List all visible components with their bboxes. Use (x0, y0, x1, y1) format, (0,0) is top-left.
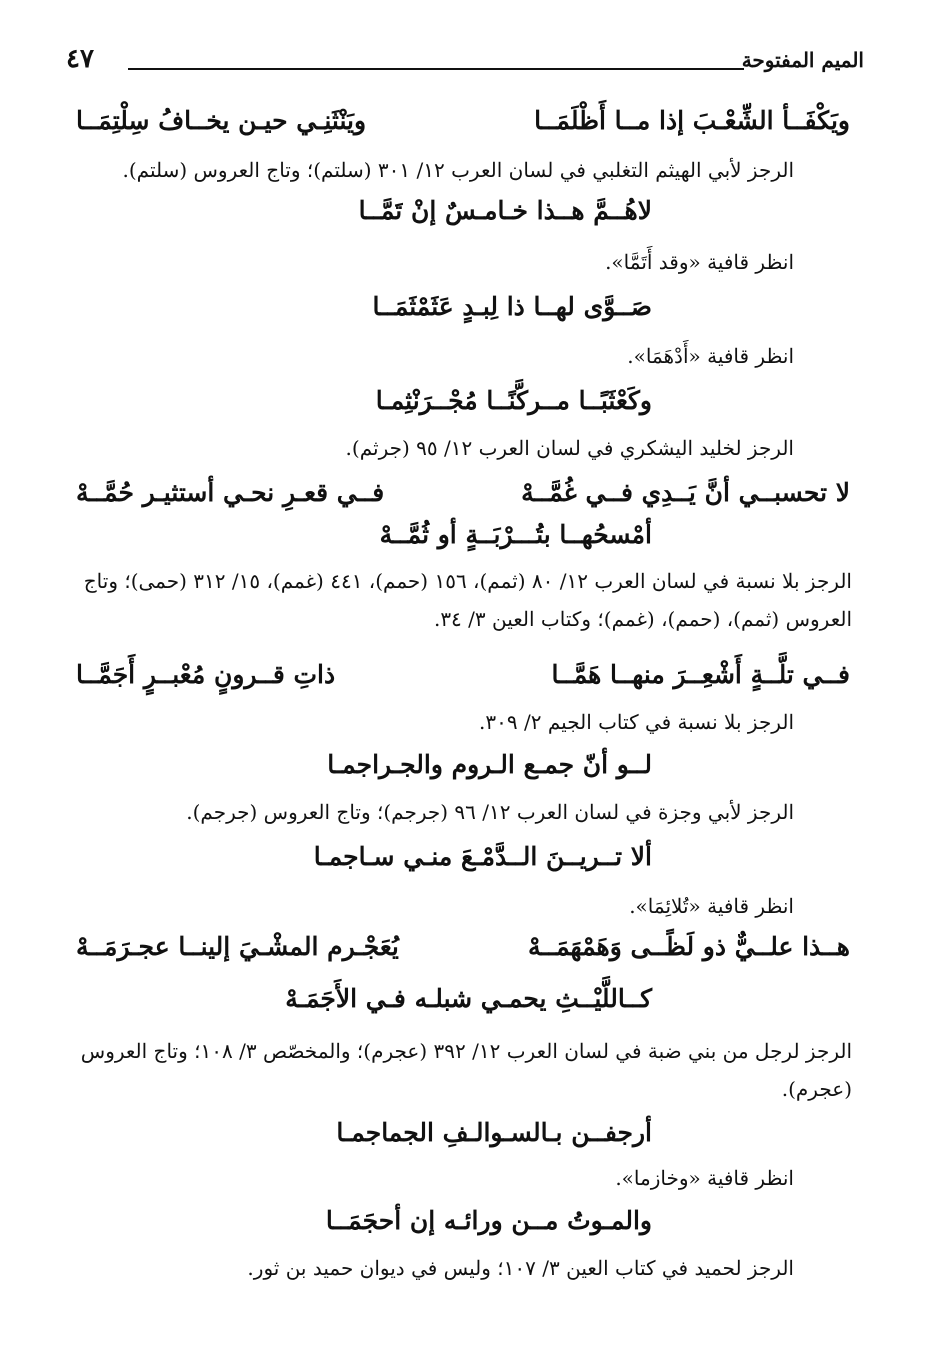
source-note: الرجز لرجل من بني ضبة في لسان العرب ١٢/ ٣٩٢ (عجرم)؛ والمخصّص ٣/ ١٠٨؛ وتاج العروس (عجرم). (80, 1039, 852, 1101)
verse-line (76, 660, 850, 700)
page-header (66, 44, 864, 84)
running-title: الميم المفتوحة (741, 48, 864, 72)
page-number: ٤٧ (66, 44, 94, 74)
source-note: الرجز لخليد اليشكري في لسان العرب ١٢/ ٩٥ (جرثم). (345, 436, 794, 460)
verse-hemistich-right: ويَكْفَــأ الشِّعْـبَ إذا مــا أَظْلَمَــا (534, 106, 850, 135)
source-note: انظر قافية «تُلائِمَا». (629, 894, 794, 918)
source-note: الرجز بلا نسبة في كتاب الجيم ٢/ ٣٠٩. (479, 710, 794, 734)
verse-line-continuation: أمْسحُهــا بتُـــرْبَــةٍ أو ثُمَّــهْ (379, 520, 652, 549)
verse-line: وكَعْثَبًــا مــركَّنًــا مُجْــرَنْثِمـا (375, 386, 652, 415)
verse-hemistich-left: ذاتِ قــرونٍ مُعْبــرٍ أَجَمَّــا (76, 660, 336, 689)
source-note: انظر قافية «أَدْهَمَا». (627, 344, 794, 368)
verse-line: أرجفــن بـالسـوالـفِ الجماجمـا (336, 1118, 652, 1147)
verse-line: لاهُــمَّ هــذا خـامـسٌ إنْ تَمَّــا (358, 196, 652, 225)
verse-line (76, 932, 850, 972)
source-note: الرجز لأبي الهيثم التغلبي في لسان العرب ١٢/ ٣٠١ (سلتم)؛ وتاج العروس (سلتم). (122, 158, 794, 182)
verse-hemistich-left: فــي قعـرِ نحـي أستثيـر حُمَّــهْ (76, 478, 385, 507)
source-note: الرجز بلا نسبة في لسان العرب ١٢/ ٨٠ (ثمم)، ١٥٦ (حمم)، ٤٤١ (غمم)، ١٥/ ٣١٢ (حمى)؛ وتاج العروس (ثمم)، (حمم)، (غمم)؛ وكتاب العين ٣/ ٣٤. (83, 569, 852, 631)
verse-line (76, 106, 850, 146)
source-note: الرجز لحميد في كتاب العين ٣/ ١٠٧؛ وليس في ديوان حميد بن ثور. (247, 1256, 794, 1280)
verse-hemistich-right: فــي تلَّــةٍ أَشْعِــرَ منهــا هَمَّــا (551, 660, 850, 689)
verse-hemistich-left: يُعَجْـرم المشْـيَ إلينــا عجـرَمَــهْ (76, 932, 399, 961)
verse-line: لــو أنّ جمـع الـروم والجـراجمـا (327, 750, 652, 779)
verse-hemistich-right: هــذا علــيٌّ ذو لَظًــى وَهَمْهَمَــهْ (528, 932, 850, 961)
verse-hemistich-right: لا تحسبــي أنَّ يَــدِي فــي غُمَّــهْ (521, 478, 850, 507)
verse-line: صَــوَّى لهــا ذا لِبـدٍ عَثَمْثَمَــا (372, 292, 652, 321)
header-rule (128, 68, 744, 70)
verse-line: ألا تــريــنَ الــدَّمْـعَ منـي سـاجمـا (313, 842, 652, 871)
verse-hemistich-left: ويَنْثَنِـي حيـن يخــافُ سِلْتِمَــا (76, 106, 367, 135)
source-note: الرجز لأبي وجزة في لسان العرب ١٢/ ٩٦ (جرجم)؛ وتاج العروس (جرجم). (186, 800, 794, 824)
verse-line (76, 478, 850, 518)
verse-line: والمـوتُ مــن ورائـه إن أحجَمَــا (325, 1206, 652, 1235)
source-note: انظر قافية «وخازما». (615, 1166, 794, 1190)
verse-line-continuation: كــاللَّيْــثِ يحمـي شبلـه فـي الأَجَمَـهْ (285, 984, 652, 1013)
source-note: انظر قافية «وقد أَتَمَّا». (605, 250, 794, 274)
